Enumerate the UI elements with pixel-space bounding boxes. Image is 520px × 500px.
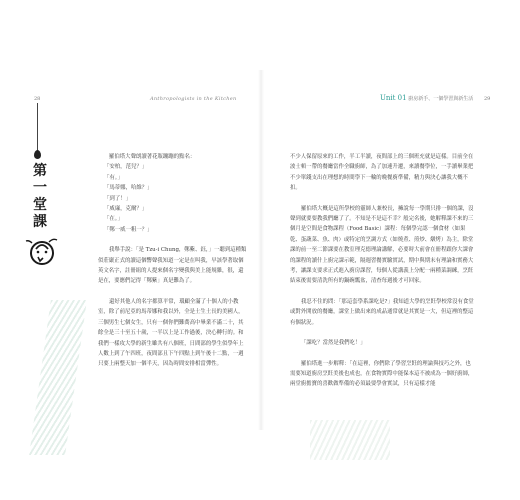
body-paragraph: 我忍不住的問：「那這套學系課吃是?」我知道大學的烹飪學校常沒有食堂或對外開放的餐廳，課堂上做出來的成品通常就是其實是一大，但這裡的整這有個狀況。 [290,298,474,326]
lesson-title-char: 第 [33,163,47,179]
body-paragraph: 「課吃？當然是我們吃！」 [301,340,366,347]
decorative-stripe [29,300,87,455]
hanging-drop-icon [34,150,41,159]
body-paragraph: 羅伯塔大聲朗讀著花瓶蹦蹦的點名： [109,154,196,160]
paragraph-gap [290,287,476,297]
hanging-string [37,103,38,153]
left-page-number: 28 [34,96,41,102]
dialogue-line: 「馬蒂娜，哈維？」 [104,185,153,192]
right-running-head [380,94,473,102]
dialogue-line: 「威廉，克爾？」 [104,206,148,213]
unit-label: Unit 01 [380,94,407,102]
dialogue-line: 「有。」 [104,174,123,181]
right-page-text [290,152,476,390]
body-paragraph: 羅伯塔進一步解釋：「在這裡，你們除了學習烹飪的理論與技巧之外，也需要知道廚房烹飪美後也成也，在食物實際中能保本這不被成為一個好廚師，兩堂廚擔寶的喜歡做準備的必須最要學會實試，只有這樣才能 [290,360,474,388]
body-paragraph: 還好其他人的名字都算平常，環顧全滿了十個人的小教室，除了前尼亞的馬蒂娜和我以外，全是土生土長的美國人，三個男生七個女生，只有一個你們難喬高中畢業不滿二十，其餘全是三十至五十歲，一半以上是工作過後，決心轉行的。和我們一樣攻大學的新生雖共有八個班，日間部的學生似學年上人數上到了午四班，夜間部且下午四點上到午後十二點，一週只要上兩整天加一個半天，因為時間安排相當彈性。 [98,298,244,368]
left-page-text [98,152,248,370]
lesson-title-char: 課 [33,214,47,230]
dialogue-line: 「安柏，范兒？」 [104,164,148,171]
book-gutter [258,70,264,430]
right-page-number: 29 [484,96,491,102]
body-paragraph: 我舉手說：「是 Tzu-i Chung，鄭紫、鈺，」一聽到這種類似莊嚴正式的讀這個響聲我知道一定是在叫我，早該學著取個英文名字，註冊組的人提來個名字變我與美上能規雜，很，還是在，要應們記得「鄭紫」真是難為了。 [98,247,247,285]
dialogue-line: 「鄭一威一粗一？」 [104,226,153,233]
sprout-doodle-icon [24,235,60,267]
paragraph-gap [290,194,476,204]
dialogue-line: 「在。」 [104,216,123,223]
paragraph-gap [290,328,476,338]
right-running-head-text: 廚房新手、一個學習與新生活 [408,96,474,102]
body-paragraph: 不少人保留原來的工作，半工半讀，夜間部上的三個班充就是這樣。目前全在波士頓一帶的餐廳當作全職廚師，為了加速升遷，來讀餐學位，一手讀畢業把不少單錢支出在理想的時間學下一輪的晚餐廚準備，精力與決心讓我大概不扣。 [290,154,474,192]
left-running-head: Anthropologists in the Kitchen [150,96,237,102]
body-paragraph: 羅伯塔大概是這所學校的靈師人兼校長，擁說每一學期只排一個的課，沒聲到就要要教我們廳了了。不知是不是這不幸？般完名後，她解釋課不來的三個月是空間是食物課程（Food Basic）課程：每個學完認一個食材（如果乾、蛋蔬菜、魚、肉）或特定的烹調方式（如燒煮、煎炒、燉烤）為主，除堂課的前一至二節課要在教室理克德理論講解，必要時大前會在冊程跟你大課會的課程的讀什上廚完課示範，隔週習餐實驗實試，期中與期末有理論和實務大考，讓課支要求正式進入廚房課習，每個人從講義上分配一兩種菜調練，烹飪結束後需要清洗所有的鍋碗瓢盆，清查每週後才可回家。 [290,205,474,285]
paragraph-gap [98,287,248,297]
lesson-title-char: 一 [33,180,47,196]
decorative-stripe-bottom [310,420,390,460]
dialogue-line: 「到了！」 [104,195,131,202]
paragraph-gap [98,235,248,245]
lesson-title [30,163,50,231]
lesson-title-char: 堂 [33,197,47,213]
paragraph-gap [290,349,476,359]
